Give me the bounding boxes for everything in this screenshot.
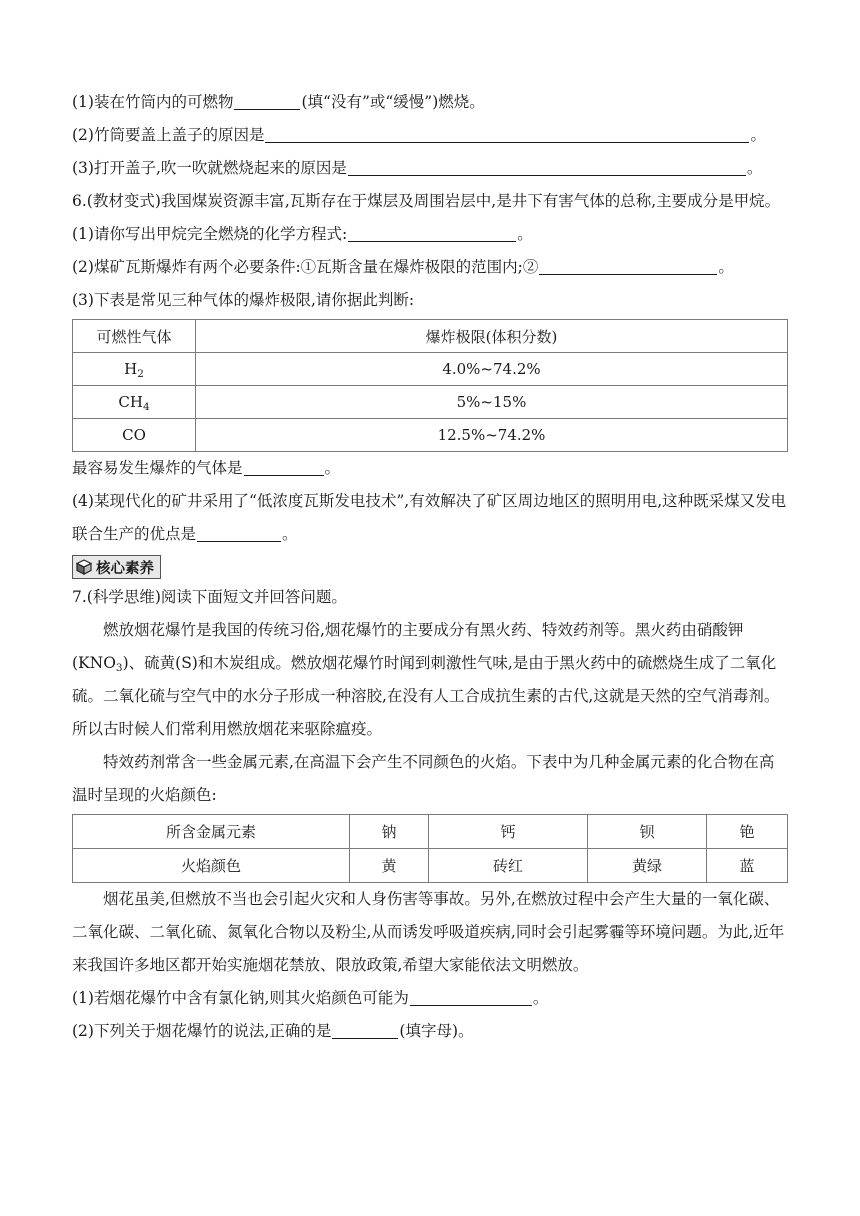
section-header-core-literacy	[72, 555, 161, 579]
flame-color-table	[72, 814, 788, 883]
worksheet-page	[72, 86, 788, 1048]
q5-part3	[72, 152, 788, 185]
limit-cell: 12.5%~74.2%	[196, 419, 788, 452]
answer-blank[interactable]	[265, 126, 749, 143]
period: 。	[324, 459, 341, 477]
table-row	[73, 353, 788, 386]
table-row	[73, 386, 788, 419]
q6-part4	[72, 485, 788, 551]
q7-part2-text: (2)下列关于烟花爆竹的说法,正确的是	[72, 1022, 332, 1040]
period: 。	[750, 126, 766, 144]
table-cell: 铯	[707, 815, 788, 849]
section-title: 核心素养	[96, 560, 154, 577]
table-header-cell: 爆炸极限(体积分数)	[196, 320, 788, 353]
table-header-row	[73, 320, 788, 353]
table-cell: 火焰颜色	[73, 849, 350, 883]
q7-paragraph-1	[72, 614, 788, 746]
q5-part1	[72, 86, 788, 119]
q7-paragraph-1-text-b: )、硫黄(S)和木炭组成。燃放烟花爆竹时闻到刺激性气味,是由于黑火药中的硫燃烧生成了二氧化硫。二氧化硫与空气中的水分子形成一种溶胶,在没有人工合成抗生素的古代,这就是天然的空气消毒剂。所以古时候人们常利用燃放烟花来驱除瘟疫。	[72, 654, 780, 738]
q5-part2	[72, 119, 788, 152]
q6-part3: (3)下表是常见三种气体的爆炸极限,请你据此判断:	[72, 291, 415, 309]
q7-stem: 7.(科学思维)阅读下面短文并回答问题。	[72, 588, 347, 606]
table-cell: 钠	[350, 815, 429, 849]
q6-part3-answer-text: 最容易发生爆炸的气体是	[72, 459, 243, 477]
q7-paragraph-2: 特效药剂常含一些金属元素,在高温下会产生不同颜色的火焰。下表中为几种金属元素的化合物在高温时呈现的火焰颜色:	[72, 753, 775, 804]
gas-cell	[73, 419, 196, 452]
q5-part1-text: (1)装在竹筒内的可燃物	[72, 93, 234, 111]
q6-part3-answer	[72, 452, 788, 485]
gas-cell	[73, 353, 196, 386]
period: 。	[718, 258, 734, 276]
answer-blank[interactable]	[332, 1022, 398, 1039]
table-header-cell: 可燃性气体	[73, 320, 196, 353]
answer-blank[interactable]	[234, 93, 300, 110]
table-cell: 所含金属元素	[73, 815, 350, 849]
table-row	[73, 419, 788, 452]
period: 。	[282, 525, 298, 543]
nitrate-subscript: 3	[115, 662, 123, 674]
q6-part2	[72, 251, 788, 284]
gas-subscript: 4	[142, 401, 150, 413]
gas-formula: CO	[122, 426, 146, 444]
q5-part2-text: (2)竹筒要盖上盖子的原因是	[72, 126, 265, 144]
gas-formula: H	[124, 360, 138, 378]
gas-formula: CH	[118, 393, 143, 411]
q7-part2	[72, 1015, 788, 1048]
q6-part4-text: (4)某现代化的矿井采用了“低浓度瓦斯发电技术”,有效解决了矿区周边地区的照明用电,这种既采煤又发电联合生产的优点是	[72, 492, 787, 543]
table-cell: 钡	[588, 815, 707, 849]
gas-subscript: 2	[137, 368, 144, 380]
table-row	[73, 815, 788, 849]
q5-part1-hint: (填“没有”或“缓慢”)燃烧。	[301, 93, 485, 111]
answer-blank[interactable]	[410, 989, 532, 1006]
cube-icon	[76, 559, 92, 575]
table-cell: 黄	[350, 849, 429, 883]
period: 。	[532, 989, 549, 1007]
answer-blank[interactable]	[348, 225, 516, 242]
answer-blank[interactable]	[244, 459, 324, 476]
q7-part2-hint: (填字母)。	[399, 1022, 474, 1040]
period: 。	[746, 159, 763, 177]
table-cell: 砖红	[429, 849, 588, 883]
q7-paragraph-3: 烟花虽美,但燃放不当也会引起火灾和人身伤害等事故。另外,在燃放过程中会产生大量的一氧化碳、二氧化碳、二氧化硫、氮氧化合物以及粉尘,从而诱发呼吸道疾病,同时会引起雾霾等环境问题。为此,近年来我国许多地区都开始实施烟花禁放、限放政策,希望大家能依法文明燃放。	[72, 890, 785, 974]
q6-part1-text: (1)请你写出甲烷完全燃烧的化学方程式:	[72, 225, 348, 243]
q7-part1	[72, 982, 788, 1015]
q6-part1	[72, 218, 788, 251]
q7-part1-text: (1)若烟花爆竹中含有氯化钠,则其火焰颜色可能为	[72, 989, 409, 1007]
q6-stem: 6.(教材变式)我国煤炭资源丰富,瓦斯存在于煤层及周围岩层中,是井下有害气体的总称,主要成分是甲烷。	[72, 192, 781, 210]
answer-blank[interactable]	[197, 525, 281, 542]
table-cell: 黄绿	[588, 849, 707, 883]
limit-cell: 4.0%~74.2%	[196, 353, 788, 386]
q7-paragraph-1-text-a: 燃放烟花爆竹是我国的传统习俗,烟花爆竹的主要成分有黑火药、特效药剂等。黑火药由硝酸钾(KNO	[72, 621, 744, 672]
gas-cell	[73, 386, 196, 419]
table-cell: 蓝	[707, 849, 788, 883]
table-cell: 钙	[429, 815, 588, 849]
answer-blank[interactable]	[348, 159, 746, 176]
explosion-limit-table	[72, 319, 788, 452]
q6-part2-text: (2)煤矿瓦斯爆炸有两个必要条件:①瓦斯含量在爆炸极限的范围内;②	[72, 258, 539, 276]
answer-blank[interactable]	[539, 258, 717, 275]
q5-part3-text: (3)打开盖子,吹一吹就燃烧起来的原因是	[72, 159, 347, 177]
limit-cell: 5%~15%	[196, 386, 788, 419]
period: 。	[517, 225, 533, 243]
table-row	[73, 849, 788, 883]
